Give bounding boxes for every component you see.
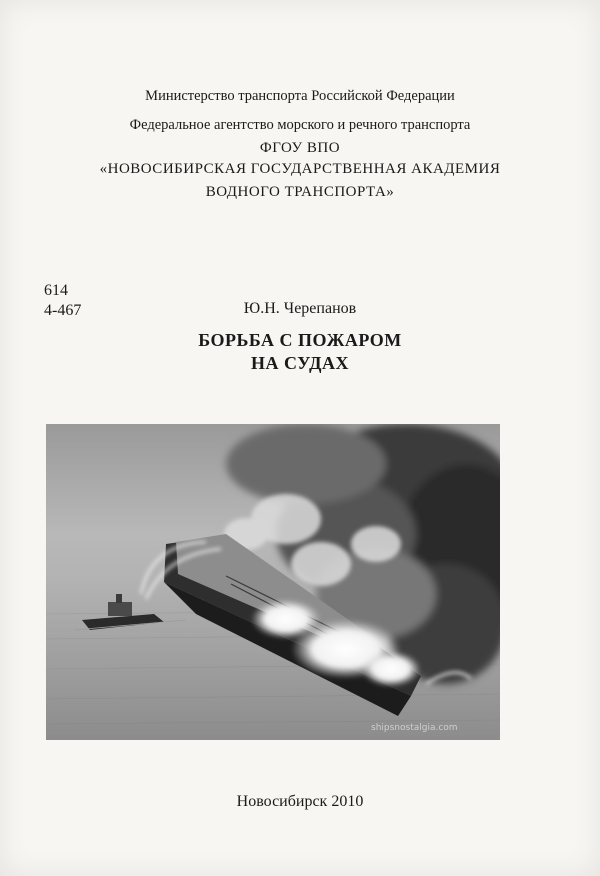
burning-ship-photo (46, 424, 500, 740)
institution-name-line1: «НОВОСИБИРСКАЯ ГОСУДАРСТВЕННАЯ АКАДЕМИЯ (99, 161, 501, 177)
classification-code-2: 4-467 (44, 302, 82, 319)
photo-watermark: shipsnostalgia.com (371, 723, 458, 733)
ministry-line: Министерство транспорта Российской Федерации (145, 88, 455, 104)
book-title-line2: НА СУДАХ (250, 353, 350, 373)
imprint-city-year: Новосибирск 2010 (236, 793, 364, 810)
book-title-line1: БОРЬБА С ПОЖАРОМ (198, 330, 402, 350)
classification-code-1: 614 (44, 282, 68, 299)
author-name: Ю.Н. Черепанов (243, 300, 357, 317)
institution-name-line2: ВОДНОГО ТРАНСПОРТА» (205, 184, 395, 200)
institution-type: ФГОУ ВПО (259, 140, 341, 156)
agency-line: Федеральное агентство морского и речного транспорта (129, 117, 471, 133)
